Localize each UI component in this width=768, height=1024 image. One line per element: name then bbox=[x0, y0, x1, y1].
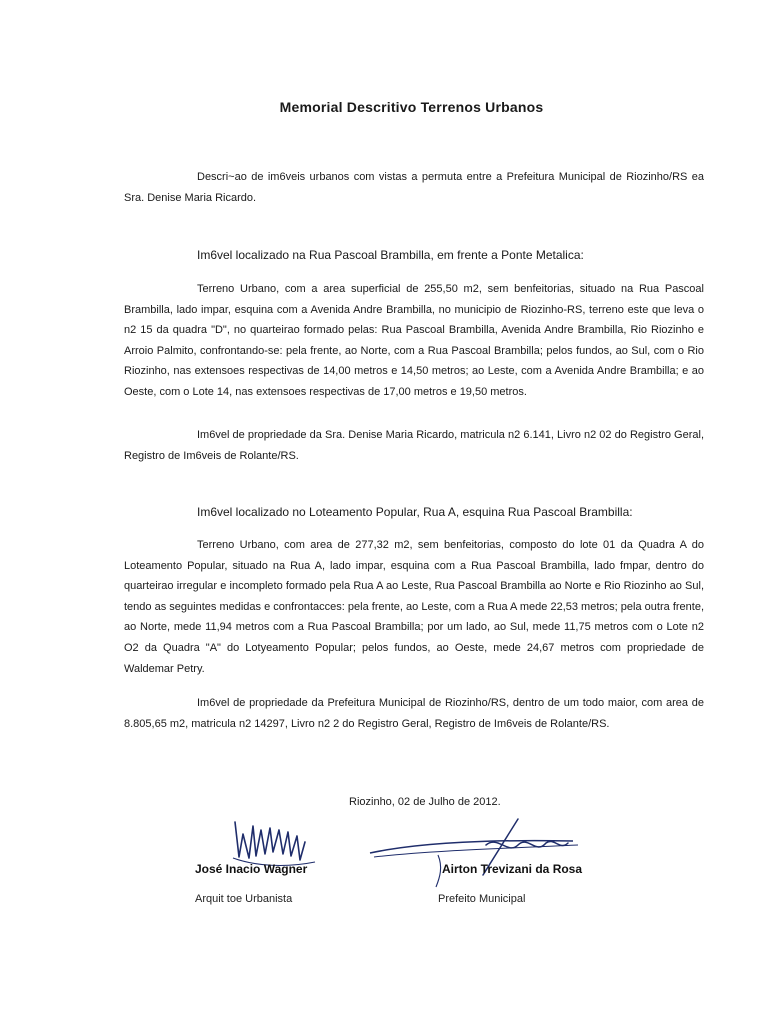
architect-role: Arquit toe Urbanista bbox=[195, 893, 293, 905]
section2-ownership: Im6vel de propriedade da Prefeitura Municipal de Riozinho/RS, dentro de um todo maior, com area de 8.805,65 m2, matricula n2 14297, Livro n2 2 do Registro Geral, Registro de Im6veis de Rolante/RS. bbox=[124, 697, 704, 730]
section1-ownership: Im6vel de propriedade da Sra. Denise Maria Ricardo, matricula n2 6.141, Livro n2 02 do Registro Geral, Registro de Im6veis de Rolante/RS. bbox=[124, 429, 704, 462]
mayor-role: Prefeito Municipal bbox=[438, 893, 526, 905]
section1-description: Terreno Urbano, com a area superficial de 255,50 m2, sem benfeitorias, situado na Rua Pascoal Brambilla, lado impar, esquina com a Avenida Andre Brambilla, no municipio de Riozinho-RS, terreno este que leva o n2 15 da quadra "D", no quarteirao formado pelas: Rua Pascoal Brambilla, Avenida Andre Brambilla, Rio Riozinho e Arroio Palmito, confrontando-se: pela frente, ao Norte, com a Rua Pascoal Brambilla; pelos fundos, ao Sul, com o Rio Riozinho, nas extensoes respectivas de 14,00 metros e 14,50 metros; ao Leste, com a Avenida Andre Brambilla; e ao Oeste, com o Lote 14, nas extensoes respectivas de 17,00 metros e 19,50 metros. bbox=[124, 283, 704, 398]
mayor-name: Airton Trevizani da Rosa bbox=[442, 862, 583, 876]
architect-name: José Inacio Wagner bbox=[195, 862, 308, 876]
intro-paragraph: Descri~ao de im6veis urbanos com vistas a permuta entre a Prefeitura Municipal de Riozinho/RS ea Sra. Denise Maria Ricardo. bbox=[124, 171, 704, 204]
section2-heading: Im6vel localizado no Loteamento Popular, Rua A, esquina Rua Pascoal Brambilla: bbox=[197, 505, 633, 519]
mayor-handwritten-signature bbox=[368, 815, 598, 895]
document-title: Memorial Descritivo Terrenos Urbanos bbox=[279, 99, 544, 115]
section2-description: Terreno Urbano, com area de 277,32 m2, sem benfeitorias, composto do lote 01 da Quadra A do Loteamento Popular, situado na Rua A, lado impar, esquina com a Rua Pascoal Brambilla, lado fmpar, dentro do quarteirao irregular e incompleto formado pela Rua A ao Leste, Rua Pascoal Brambilla ao Norte e Rio Riozinho ao Sul, tendo as seguintes medidas e confrontacces: pela frente, ao Leste, com a Rua A mede 22,53 metros; pela outra frente, ao Norte, mede 11,94 metros com a Rua Pascoal Brambilla; por um lado, ao Sul, mede 11,75 metros com o Lote n2 O2 da Quadra "A" do Lotyeamento Popular; pelos fundos, ao Oeste, mede 24,67 metros com propriedade de Waldemar Petry. bbox=[124, 539, 704, 675]
section1-heading: Im6vel localizado na Rua Pascoal Brambilla, em frente a Ponte Metalica: bbox=[197, 248, 584, 262]
document-date: Riozinho, 02 de Julho de 2012. bbox=[349, 796, 501, 808]
